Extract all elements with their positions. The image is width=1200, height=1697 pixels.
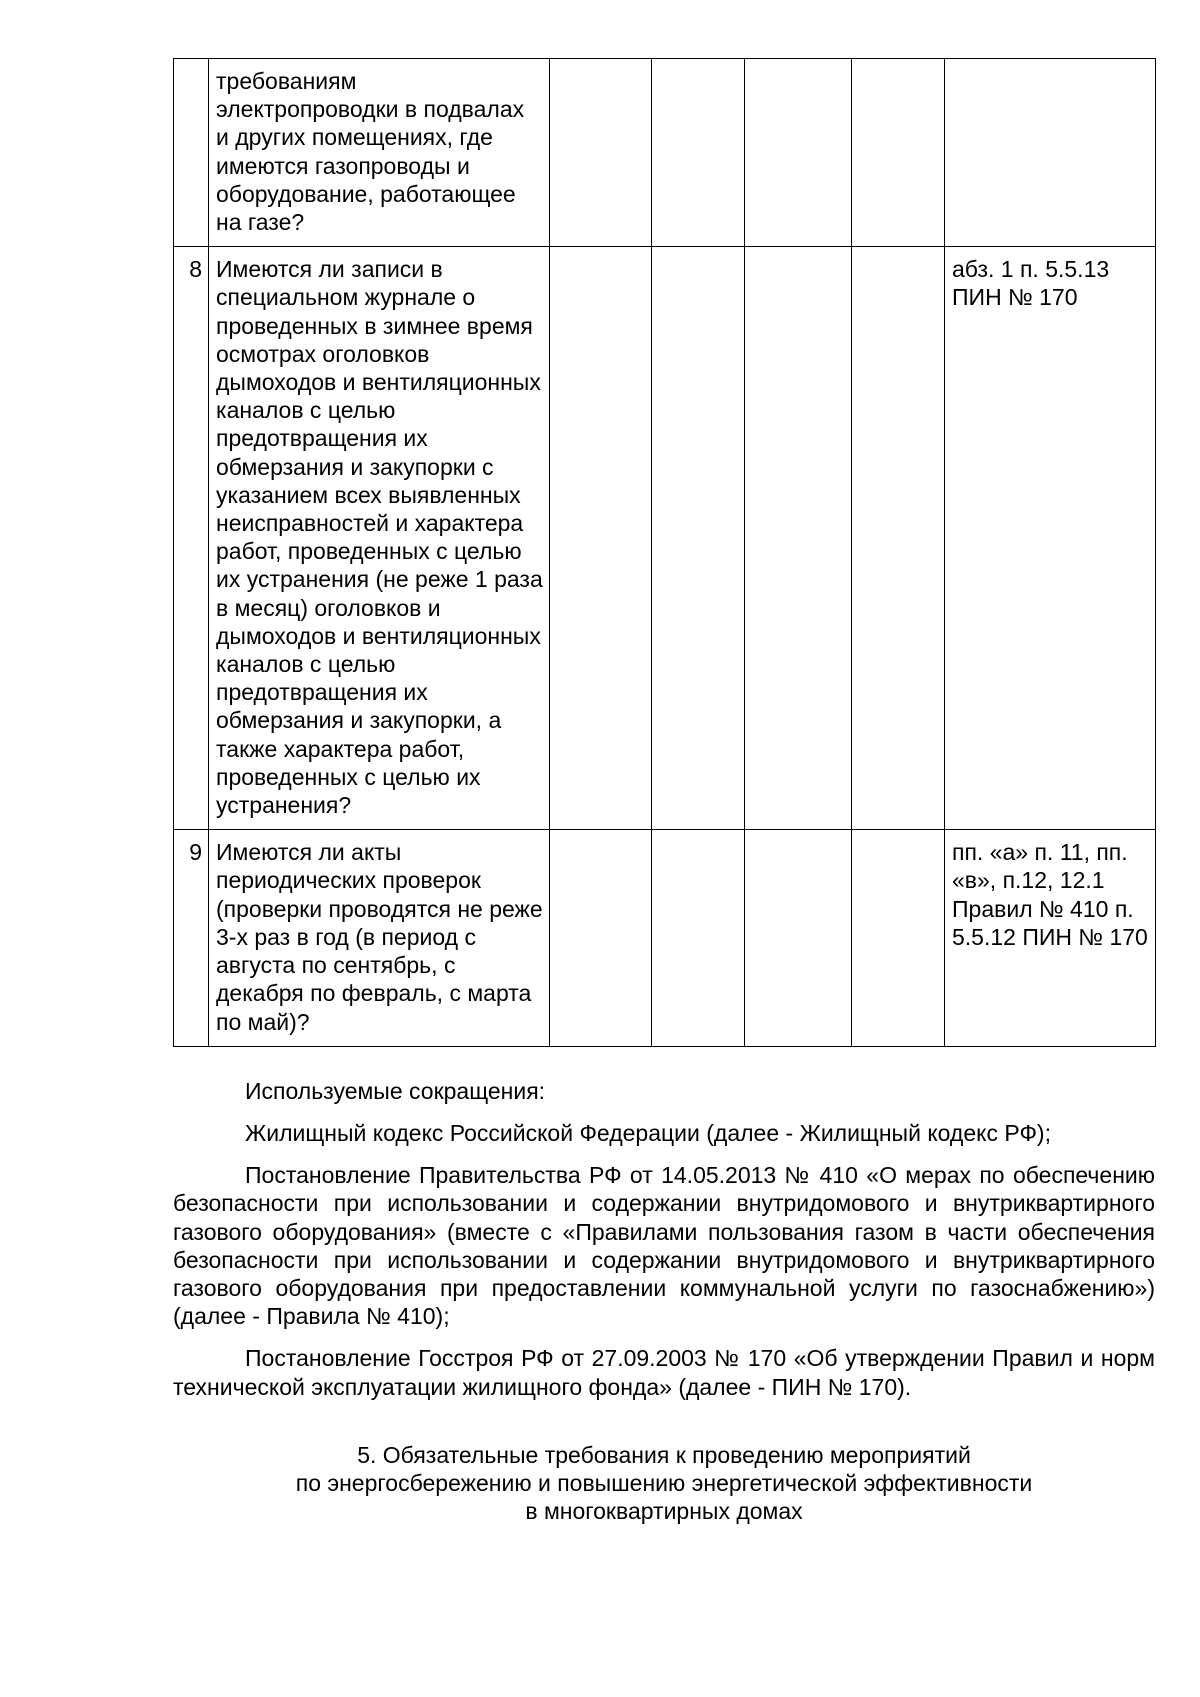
answer-cell-no [652,59,745,247]
table-row [174,59,1156,247]
section-heading-line: по энергосбережению и повышению энергетической эффективности [295,1469,1033,1496]
checklist-table [173,58,1156,1047]
section-heading-line: в многоквартирных домах [525,1498,803,1525]
answer-cell-no [652,247,745,830]
table-row [174,247,1156,830]
abbreviations-block [173,1077,1155,1401]
abbreviation-item: Постановление Правительства РФ от 14.05.2013 № 410 «О мерах по обеспечению безопасности при использовании и содержании внутридомового и внутриквартирного газового оборудования» (вместе с «Правилами пользования газом в части обеспечения безопасности при использовании и содержании внутридомового и внутриквартирного газового оборудования при предоставлении коммунальной услуги по газоснабжению») (далее - Правила № 410); [173,1162,1155,1330]
reference-cell: пп. «а» п. 11, пп. «в», п.12, 12.1 Правил № 410 п. 5.5.12 ПИН № 170 [945,830,1156,1046]
section-heading [173,1441,1155,1526]
answer-cell-na [745,247,852,830]
answer-cell-note [852,247,945,830]
row-number [174,59,209,247]
answer-cell-note [852,830,945,1046]
abbreviation-item: Жилищный кодекс Российской Федерации (далее - Жилищный кодекс РФ); [245,1119,1051,1146]
answer-cell-no [652,830,745,1046]
answer-cell-na [745,59,852,247]
section-heading-line: 5. Обязательные требования к проведению мероприятий [357,1441,971,1468]
answer-cell-yes [550,830,652,1046]
answer-cell-yes [550,59,652,247]
reference-cell: абз. 1 п. 5.5.13 ПИН № 170 [945,247,1156,830]
table-row [174,830,1156,1046]
answer-cell-note [852,59,945,247]
abbreviations-heading: Используемые сокращения: [245,1077,546,1104]
question-cell: требованиям электропроводки в подвалах и других помещениях, где имеются газопроводы и оборудование, работающее на газе? [209,59,550,247]
abbreviation-item: Постановление Госстроя РФ от 27.09.2003 № 170 «Об утверждении Правил и норм технической эксплуатации жилищного фонда» (далее - ПИН № 170). [173,1345,1155,1400]
row-number: 8 [174,247,209,830]
reference-cell [945,59,1156,247]
answer-cell-na [745,830,852,1046]
question-cell: Имеются ли акты периодических проверок (проверки проводятся не реже 3-х раз в год (в период с августа по сентябрь, с декабря по февраль, с марта по май)? [209,830,550,1046]
answer-cell-yes [550,247,652,830]
row-number: 9 [174,830,209,1046]
question-cell: Имеются ли записи в специальном журнале о проведенных в зимнее время осмотрах оголовков дымоходов и вентиляционных каналов с целью предотвращения их обмерзания и закупорки с указанием всех выявленных неисправностей и характера работ, проведенных с целью их устранения (не реже 1 раза в месяц) оголовков и дымоходов и вентиляционных каналов с целью предотвращения их обмерзания и закупорки, а также характера работ, проведенных с целью их устранения? [209,247,550,830]
document-page [173,58,1155,1525]
